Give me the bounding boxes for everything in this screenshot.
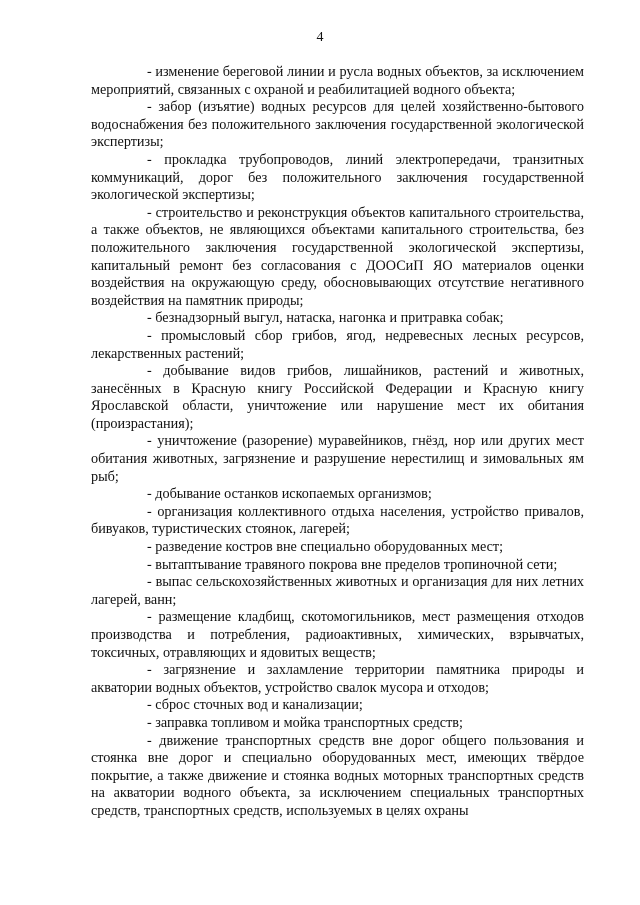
list-item: - изменение береговой линии и русла водных объектов, за исключением мероприятий, связанных с охраной и реабилитацией водного объекта; xyxy=(91,64,584,98)
list-item: - безнадзорный выгул, натаска, нагонка и притравка собак; xyxy=(147,310,504,327)
list-item: - выпас сельскохозяйственных животных и организация для них летних лагерей, ванн; xyxy=(91,574,584,608)
prohibited-activities-list xyxy=(91,64,584,821)
list-item: - промысловый сбор грибов, ягод, недревесных лесных ресурсов, лекарственных растений; xyxy=(91,327,584,362)
page-number: 4 xyxy=(316,30,324,45)
list-item: - добывание видов грибов, лишайников, растений и животных, занесённых в Красную книгу Российской Федерации и Красную книгу Ярославской области, уничтожение или нарушение мест их обитания (произрастания); xyxy=(91,363,584,432)
list-item: - строительство и реконструкция объектов капитального строительства, а также объектов, не являющихся объектами капитального строительства, без положительного заключения государственной экологической экспертизы, капитальный ремонт без согласования с ДООСиП ЯО материалов оценки воздействия на окружающую среду, обосновывающих отсутствие негативного воздействия на памятник природы; xyxy=(91,204,584,309)
list-item: - загрязнение и захламление территории памятника природы и акватории водных объектов, устройство свалок мусора и отходов; xyxy=(91,662,584,696)
list-item: - размещение кладбищ, скотомогильников, мест размещения отходов производства и потребления, радиоактивных, химических, взрывчатых, токсичных, отравляющих и ядовитых веществ; xyxy=(91,609,584,661)
list-item: - движение транспортных средств вне дорог общего пользования и стоянка вне дорог и специально оборудованных мест, имеющих твёрдое покрытие, а также движение и стоянка водных моторных транспортных средств на акватории водного объекта, за исключением специальных транспортных средств, транспортных средств, используемых в целях охраны xyxy=(91,732,584,819)
list-item: - уничтожение (разорение) муравейников, гнёзд, нор или других мест обитания животных, загрязнение и разрушение нерестилищ и зимовальных ям рыб; xyxy=(91,433,584,485)
list-item: - добывание останков ископаемых организмов; xyxy=(147,486,432,503)
list-item: - разведение костров вне специально оборудованных мест; xyxy=(147,539,504,556)
list-item: - забор (изъятие) водных ресурсов для целей хозяйственно-бытового водоснабжения без положительного заключения государственной экологической экспертизы; xyxy=(91,99,584,151)
list-item: - прокладка трубопроводов, линий электропередачи, транзитных коммуникаций, дорог без положительного заключения государственной экологической экспертизы; xyxy=(91,151,584,204)
list-item: - организация коллективного отдыха населения, устройство привалов, бивуаков, туристических стоянок, лагерей; xyxy=(91,503,584,538)
list-item: - сброс сточных вод и канализации; xyxy=(147,697,363,714)
list-item: - заправка топливом и мойка транспортных средств; xyxy=(147,714,463,731)
list-item: - вытаптывание травяного покрова вне пределов тропиночной сети; xyxy=(147,556,558,573)
